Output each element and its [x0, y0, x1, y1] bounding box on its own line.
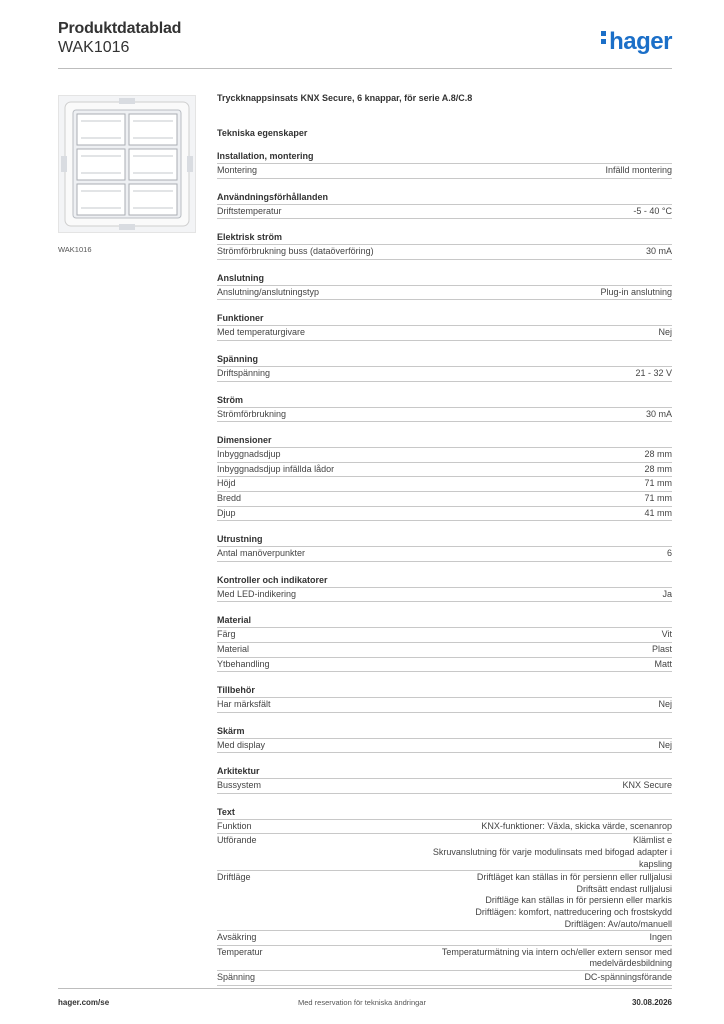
spec-value: Infälld montering [605, 165, 672, 175]
spec-row [217, 492, 672, 507]
spec-label: Driftspänning [217, 367, 271, 378]
spec-label: Avsäkring [217, 932, 257, 943]
spec-content [217, 93, 672, 986]
spec-group-title: Spänning [217, 354, 672, 367]
spec-value: Plast [651, 643, 672, 654]
spec-value: 30 mA [645, 246, 672, 257]
spec-value: 41 mm [644, 507, 672, 518]
spec-label: Strömförbrukning buss (dataöverföring) [217, 246, 374, 257]
spec-row [217, 946, 672, 971]
spec-row [217, 779, 672, 794]
footer-notice: Med reservation för tekniska ändringar [298, 998, 426, 1007]
spec-label: Höjd [217, 478, 236, 489]
spec-row [217, 547, 672, 562]
spec-value: KNX Secure [622, 780, 672, 791]
spec-value: 30 mA [645, 408, 672, 419]
spec-group [217, 192, 672, 220]
footer-divider [58, 988, 672, 989]
spec-row [217, 628, 672, 643]
spec-group-title: Anslutning [217, 273, 672, 286]
spec-label: Montering [217, 165, 258, 175]
spec-row [217, 834, 672, 871]
spec-value: -5 - 40 °C [633, 205, 672, 216]
spec-group [217, 151, 672, 179]
spec-value: Driftläget kan ställas in för persienn eller rulljalusi Driftsätt endast rulljalusi Driftläge kan ställas in för persienn eller markis Driftlägen: komfort, nattreducering och frostskydd Driftlägen: Av/auto/manuell [475, 872, 672, 929]
logo-text: hager [609, 28, 672, 55]
spec-value: 28 mm [644, 449, 672, 460]
spec-value: 71 mm [644, 478, 672, 489]
spec-value: Nej [658, 739, 672, 750]
spec-label: Ytbehandling [217, 658, 270, 669]
spec-row [217, 245, 672, 260]
spec-value: Klämlist e Skruvanslutning för varje modulinsats med bifogad adapter i kapsling [432, 835, 672, 869]
spec-group [217, 615, 672, 672]
spec-group [217, 575, 672, 603]
spec-row [217, 367, 672, 382]
spec-row [217, 286, 672, 301]
spec-label: Spänning [217, 972, 256, 982]
spec-label: Funktion [217, 820, 252, 831]
spec-row [217, 205, 672, 220]
spec-label: Strömförbrukning [217, 408, 287, 419]
spec-group [217, 726, 672, 754]
spec-group-title: Material [217, 615, 672, 628]
spec-row [217, 820, 672, 835]
spec-row [217, 643, 672, 658]
spec-group [217, 534, 672, 562]
spec-group [217, 354, 672, 382]
product-code: WAK1016 [58, 39, 130, 56]
spec-group-title: Text [217, 807, 672, 820]
spec-row [217, 871, 672, 931]
spec-group [217, 313, 672, 341]
spec-label: Färg [217, 629, 236, 640]
product-image [58, 95, 196, 233]
spec-label: Med LED-indikering [217, 588, 297, 599]
spec-value: DC-spänningsförande [584, 972, 672, 982]
spec-label: Djup [217, 507, 236, 518]
spec-label: Inbyggnadsdjup [217, 449, 281, 460]
spec-label: Antal manöverpunkter [217, 548, 306, 559]
spec-label: Temperatur [217, 946, 263, 957]
spec-label: Material [217, 643, 250, 654]
spec-value: Matt [654, 658, 672, 669]
spec-row [217, 658, 672, 673]
push-button-insert-illustration [59, 96, 195, 232]
spec-group-title: Utrustning [217, 534, 672, 547]
footer-website: hager.com/se [58, 998, 110, 1007]
spec-group [217, 807, 672, 986]
spec-row [217, 739, 672, 754]
spec-value: Ingen [649, 932, 672, 943]
spec-value: Plug-in anslutning [600, 286, 672, 297]
spec-group-title: Ström [217, 395, 672, 408]
spec-group-title: Installation, montering [217, 151, 672, 164]
spec-row [217, 408, 672, 423]
image-caption: WAK1016 [58, 245, 92, 254]
spec-value: Vit [661, 629, 672, 640]
spec-value: KNX-funktioner: Växla, skicka värde, scenanrop [481, 820, 672, 831]
footer-date: 30.08.2026 [631, 998, 672, 1007]
spec-group-title: Kontroller och indikatorer [217, 575, 672, 588]
technical-specs-heading: Tekniska egenskaper [217, 128, 308, 138]
document-title: Produktdatablad [58, 20, 182, 37]
spec-row [217, 477, 672, 492]
hager-logo [601, 28, 672, 56]
spec-group-title: Dimensioner [217, 435, 672, 448]
spec-value: 71 mm [644, 492, 672, 503]
spec-row [217, 326, 672, 341]
spec-group-title: Funktioner [217, 313, 672, 326]
spec-group-title: Arkitektur [217, 766, 672, 779]
spec-row [217, 448, 672, 463]
spec-label: Anslutning/anslutningstyp [217, 286, 320, 297]
spec-row [217, 698, 672, 713]
spec-group-title: Skärm [217, 726, 672, 739]
spec-group [217, 395, 672, 423]
spec-row [217, 463, 672, 478]
spec-value: Nej [658, 699, 672, 710]
spec-group [217, 232, 672, 260]
spec-row [217, 164, 672, 179]
spec-value: 21 - 32 V [635, 367, 672, 378]
spec-label: Med temperaturgivare [217, 327, 306, 338]
spec-label: Med display [217, 739, 266, 750]
spec-row [217, 588, 672, 603]
spec-group [217, 766, 672, 794]
spec-value: 6 [666, 548, 672, 559]
spec-label: Bredd [217, 492, 242, 503]
spec-value: Ja [662, 588, 672, 599]
page-header [58, 20, 672, 70]
spec-group [217, 685, 672, 713]
spec-group-title: Användningsförhållanden [217, 192, 672, 205]
spec-label: Bussystem [217, 780, 262, 791]
spec-label: Driftstemperatur [217, 205, 282, 216]
spec-row [217, 971, 672, 986]
spec-value: Nej [658, 327, 672, 338]
spec-value: 28 mm [644, 463, 672, 474]
spec-label: Har märksfält [217, 699, 271, 710]
spec-row [217, 931, 672, 946]
spec-group-title: Elektrisk ström [217, 232, 672, 245]
spec-label: Inbyggnadsdjup infällda lådor [217, 463, 335, 474]
product-description: Tryckknappsinsats KNX Secure, 6 knappar, för serie A.8/C.8 [217, 93, 473, 103]
spec-value: Temperaturmätning via intern och/eller extern sensor med medelvärdesbildning [441, 946, 672, 969]
spec-group [217, 435, 672, 521]
spec-label: Utförande [217, 835, 257, 846]
logo-dots-icon [601, 28, 607, 47]
spec-group [217, 273, 672, 301]
spec-label: Driftläge [217, 872, 251, 883]
spec-group-title: Tillbehör [217, 685, 672, 698]
spec-row [217, 507, 672, 522]
spec-groups [217, 151, 672, 986]
header-divider [58, 68, 672, 69]
